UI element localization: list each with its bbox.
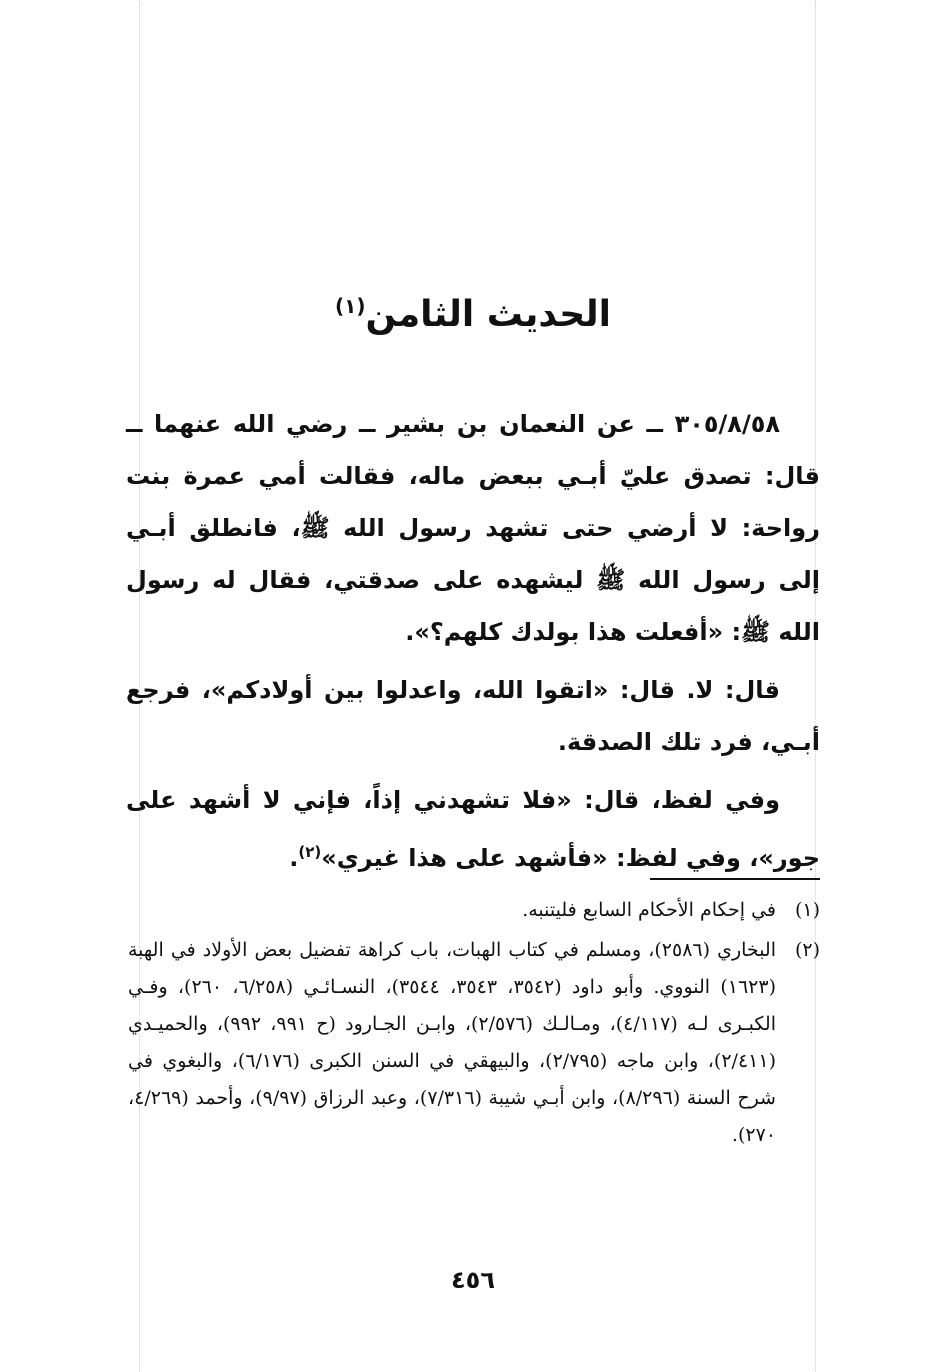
title-footnote-ref: (١) <box>334 294 366 318</box>
footnote-1-text: في إحكام الأحكام السابع فليتنبه. <box>522 899 776 921</box>
footnote-2 <box>128 932 820 1154</box>
footnotes <box>128 892 820 1157</box>
hadith-paragraph-3-tail: . <box>289 844 299 872</box>
footnote-2-text: البخاري (٢٥٨٦)، ومسلم في كتاب الهبات، باب كراهة تفضيل بعض الأولاد في الهبة (١٦٢٣) النووي. وأبو داود (٣٥٤٢، ٣٥٤٣، ٣٥٤٤)، النسـائـي (٦/٢٥٨، ٢٦٠)، وفـي الكبـرى لـه (٤/١١٧)، ومـالـك (٢/٥٧٦)، وابـن الجـارود (ح ٩٩١، ٩٩٢)، والحميـدي (٢/٤١١)، وابن ماجه (٢/٧٩٥)، والبيهقي في السنن الكبرى (٦/١٧٦)، والبغوي في شرح السنة (٨/٢٩٦)، وابن أبـي شيبة (٧/٣١٦)، وعبد الرزاق (٩/٩٧)، وأحمد (٤/٢٦٩، ٢٧٠). <box>128 939 777 1146</box>
footnote-2-number: (٢) <box>794 939 820 961</box>
footnote-1 <box>128 892 820 929</box>
hadith-paragraph-2: قال: لا. قال: «اتقوا الله، واعدلوا بين أولادكم»، فرجع أبـي، فرد تلك الصدقة. <box>126 676 820 756</box>
body-footnote-ref: (٢) <box>298 843 322 861</box>
hadith-body <box>126 398 820 890</box>
hadith-paragraph-3 <box>126 774 820 884</box>
page-number: ٤٥٦ <box>451 1266 495 1294</box>
footnote-1-number: (١) <box>794 899 820 921</box>
hadith-paragraph-3-text: وفي لفظ، قال: «فلا تشهدني إذاً، فإني لا أشهد على جور»، وفي لفظ: «فأشهد على هذا غيري» <box>126 786 820 872</box>
hadith-title-text: الحديث الثامن <box>365 294 611 335</box>
footnote-separator <box>650 878 820 880</box>
hadith-paragraph-1: ٣٠٥/٨/٥٨ ــ عن النعمان بن بشير ــ رضي الله عنهما ــ قال: تصدق عليّ أبـي ببعض ماله، فقالت أمي عمرة بنت رواحة: لا أرضي حتى تشهد رسول الله ﷺ، فانطلق أبـي إلى رسول الله ﷺ ليشهده على صدقتي، فقال له رسول الله ﷺ: «أفعلت هذا بولدك كلهم؟». <box>126 410 820 646</box>
hadith-title <box>0 282 946 339</box>
